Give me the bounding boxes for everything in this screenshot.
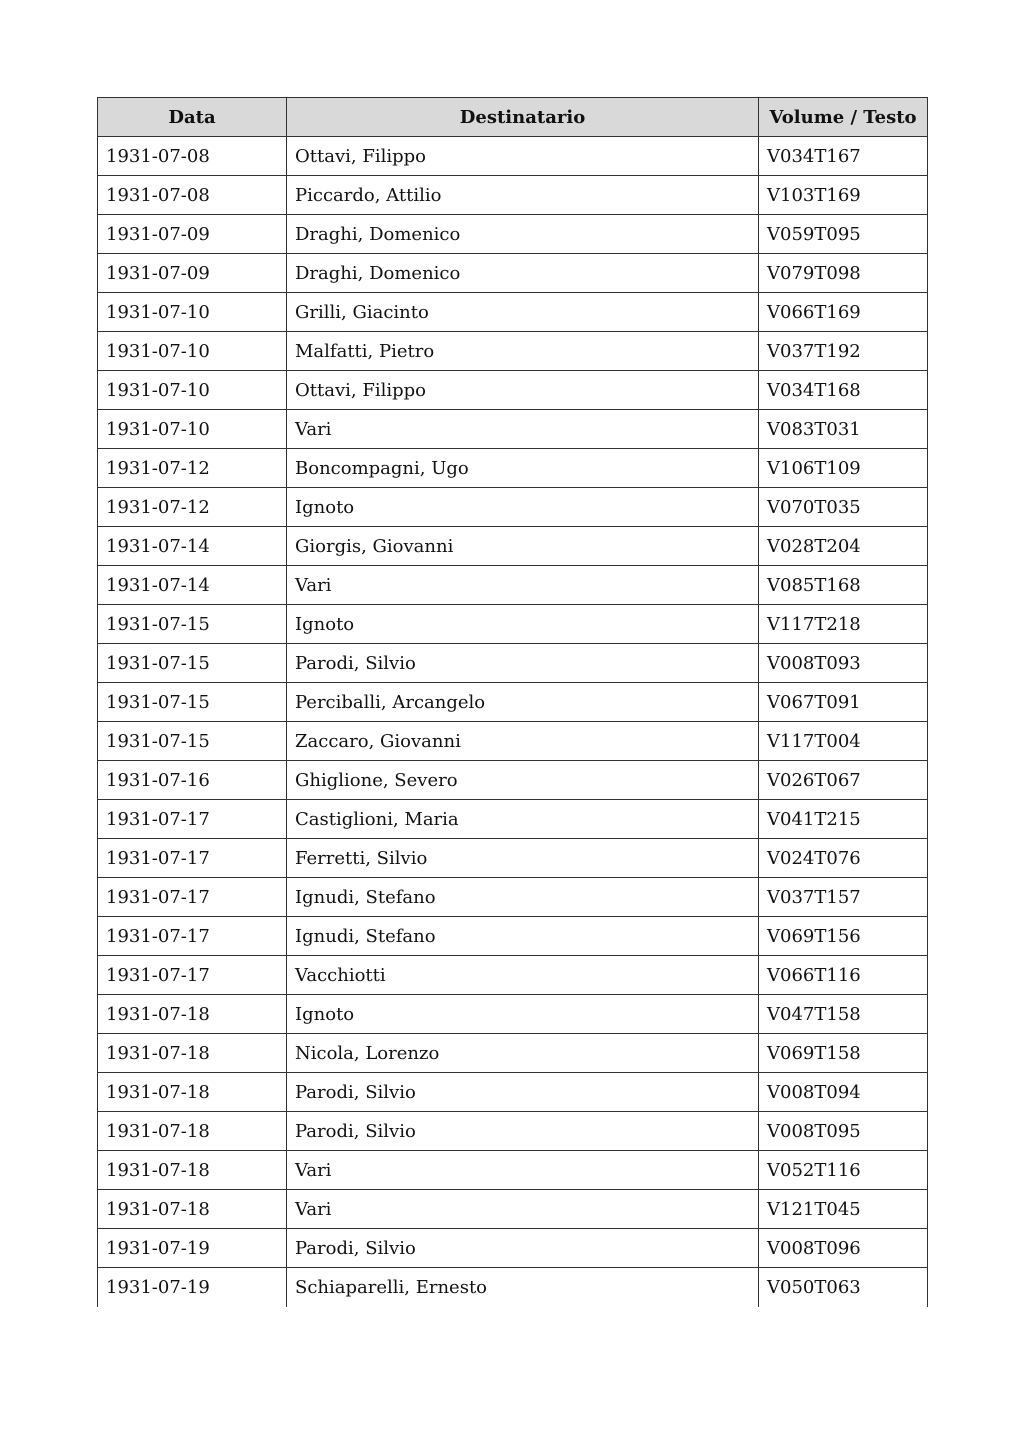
cell-volume-text: V008T094 [759,1073,928,1112]
cell-volume-text: V026T067 [759,761,928,800]
table-row [98,644,928,683]
cell-date: 1931-07-18 [98,1112,287,1151]
table-row [98,527,928,566]
cell-date: 1931-07-17 [98,839,287,878]
table-row [98,722,928,761]
header-destinatario: Destinatario [287,98,759,137]
cell-date: 1931-07-08 [98,176,287,215]
cell-recipient: Vari [287,1190,759,1229]
cell-recipient: Ottavi, Filippo [287,137,759,176]
table-row [98,839,928,878]
table-row [98,410,928,449]
cell-volume-text: V070T035 [759,488,928,527]
cell-date: 1931-07-14 [98,566,287,605]
cell-volume-text: V083T031 [759,410,928,449]
cell-volume-text: V037T157 [759,878,928,917]
cell-volume-text: V069T156 [759,917,928,956]
cell-volume-text: V034T168 [759,371,928,410]
cell-date: 1931-07-10 [98,293,287,332]
table-row [98,1229,928,1268]
cell-date: 1931-07-10 [98,371,287,410]
cell-recipient: Vari [287,1151,759,1190]
table-row [98,176,928,215]
cell-volume-text: V069T158 [759,1034,928,1073]
table-row [98,254,928,293]
table-body [98,137,928,1307]
cell-recipient: Boncompagni, Ugo [287,449,759,488]
cell-recipient: Draghi, Domenico [287,215,759,254]
table-row [98,995,928,1034]
cell-recipient: Vacchiotti [287,956,759,995]
cell-volume-text: V041T215 [759,800,928,839]
cell-volume-text: V103T169 [759,176,928,215]
cell-date: 1931-07-18 [98,995,287,1034]
cell-volume-text: V117T004 [759,722,928,761]
cell-date: 1931-07-17 [98,917,287,956]
cell-date: 1931-07-17 [98,878,287,917]
table-row [98,293,928,332]
cell-recipient: Schiaparelli, Ernesto [287,1268,759,1307]
cell-recipient: Ignoto [287,605,759,644]
table-header-row [98,98,928,137]
cell-date: 1931-07-12 [98,488,287,527]
cell-recipient: Perciballi, Arcangelo [287,683,759,722]
table-row [98,1073,928,1112]
table-row [98,371,928,410]
cell-volume-text: V008T093 [759,644,928,683]
cell-recipient: Draghi, Domenico [287,254,759,293]
table-row [98,566,928,605]
cell-date: 1931-07-18 [98,1073,287,1112]
cell-date: 1931-07-12 [98,449,287,488]
cell-date: 1931-07-09 [98,215,287,254]
cell-date: 1931-07-16 [98,761,287,800]
cell-recipient: Ghiglione, Severo [287,761,759,800]
cell-date: 1931-07-10 [98,332,287,371]
cell-recipient: Malfatti, Pietro [287,332,759,371]
cell-volume-text: V085T168 [759,566,928,605]
cell-date: 1931-07-15 [98,605,287,644]
cell-recipient: Ignoto [287,995,759,1034]
cell-volume-text: V079T098 [759,254,928,293]
cell-recipient: Ignudi, Stefano [287,878,759,917]
cell-volume-text: V059T095 [759,215,928,254]
table-row [98,488,928,527]
cell-date: 1931-07-19 [98,1229,287,1268]
table-row [98,1151,928,1190]
cell-volume-text: V067T091 [759,683,928,722]
cell-volume-text: V034T167 [759,137,928,176]
table-row [98,449,928,488]
cell-recipient: Giorgis, Giovanni [287,527,759,566]
cell-volume-text: V050T063 [759,1268,928,1307]
table-row [98,1112,928,1151]
header-volume-testo: Volume / Testo [759,98,928,137]
cell-recipient: Ignudi, Stefano [287,917,759,956]
cell-date: 1931-07-14 [98,527,287,566]
table-row [98,956,928,995]
cell-recipient: Nicola, Lorenzo [287,1034,759,1073]
cell-date: 1931-07-17 [98,956,287,995]
cell-volume-text: V024T076 [759,839,928,878]
cell-date: 1931-07-15 [98,644,287,683]
header-data: Data [98,98,287,137]
cell-recipient: Ferretti, Silvio [287,839,759,878]
cell-date: 1931-07-19 [98,1268,287,1307]
cell-volume-text: V008T095 [759,1112,928,1151]
cell-date: 1931-07-18 [98,1034,287,1073]
cell-recipient: Ignoto [287,488,759,527]
cell-volume-text: V106T109 [759,449,928,488]
cell-recipient: Parodi, Silvio [287,1073,759,1112]
cell-volume-text: V066T169 [759,293,928,332]
cell-date: 1931-07-18 [98,1190,287,1229]
cell-volume-text: V008T096 [759,1229,928,1268]
cell-date: 1931-07-15 [98,683,287,722]
table-row [98,917,928,956]
cell-volume-text: V047T158 [759,995,928,1034]
cell-date: 1931-07-18 [98,1151,287,1190]
cell-recipient: Parodi, Silvio [287,1229,759,1268]
table-row [98,1190,928,1229]
table-row [98,800,928,839]
cell-volume-text: V028T204 [759,527,928,566]
cell-date: 1931-07-10 [98,410,287,449]
cell-recipient: Grilli, Giacinto [287,293,759,332]
table-row [98,683,928,722]
cell-recipient: Castiglioni, Maria [287,800,759,839]
table-row [98,761,928,800]
cell-recipient: Vari [287,410,759,449]
cell-recipient: Vari [287,566,759,605]
table-row [98,1034,928,1073]
cell-volume-text: V121T045 [759,1190,928,1229]
cell-recipient: Piccardo, Attilio [287,176,759,215]
cell-recipient: Zaccaro, Giovanni [287,722,759,761]
table-row [98,332,928,371]
table-row [98,1268,928,1307]
cell-recipient: Ottavi, Filippo [287,371,759,410]
cell-date: 1931-07-08 [98,137,287,176]
table-row [98,878,928,917]
cell-volume-text: V066T116 [759,956,928,995]
table-row [98,605,928,644]
cell-date: 1931-07-15 [98,722,287,761]
table-row [98,215,928,254]
cell-recipient: Parodi, Silvio [287,1112,759,1151]
cell-date: 1931-07-09 [98,254,287,293]
table-row [98,137,928,176]
cell-recipient: Parodi, Silvio [287,644,759,683]
letters-table [97,97,928,1307]
cell-volume-text: V117T218 [759,605,928,644]
cell-volume-text: V052T116 [759,1151,928,1190]
cell-volume-text: V037T192 [759,332,928,371]
cell-date: 1931-07-17 [98,800,287,839]
